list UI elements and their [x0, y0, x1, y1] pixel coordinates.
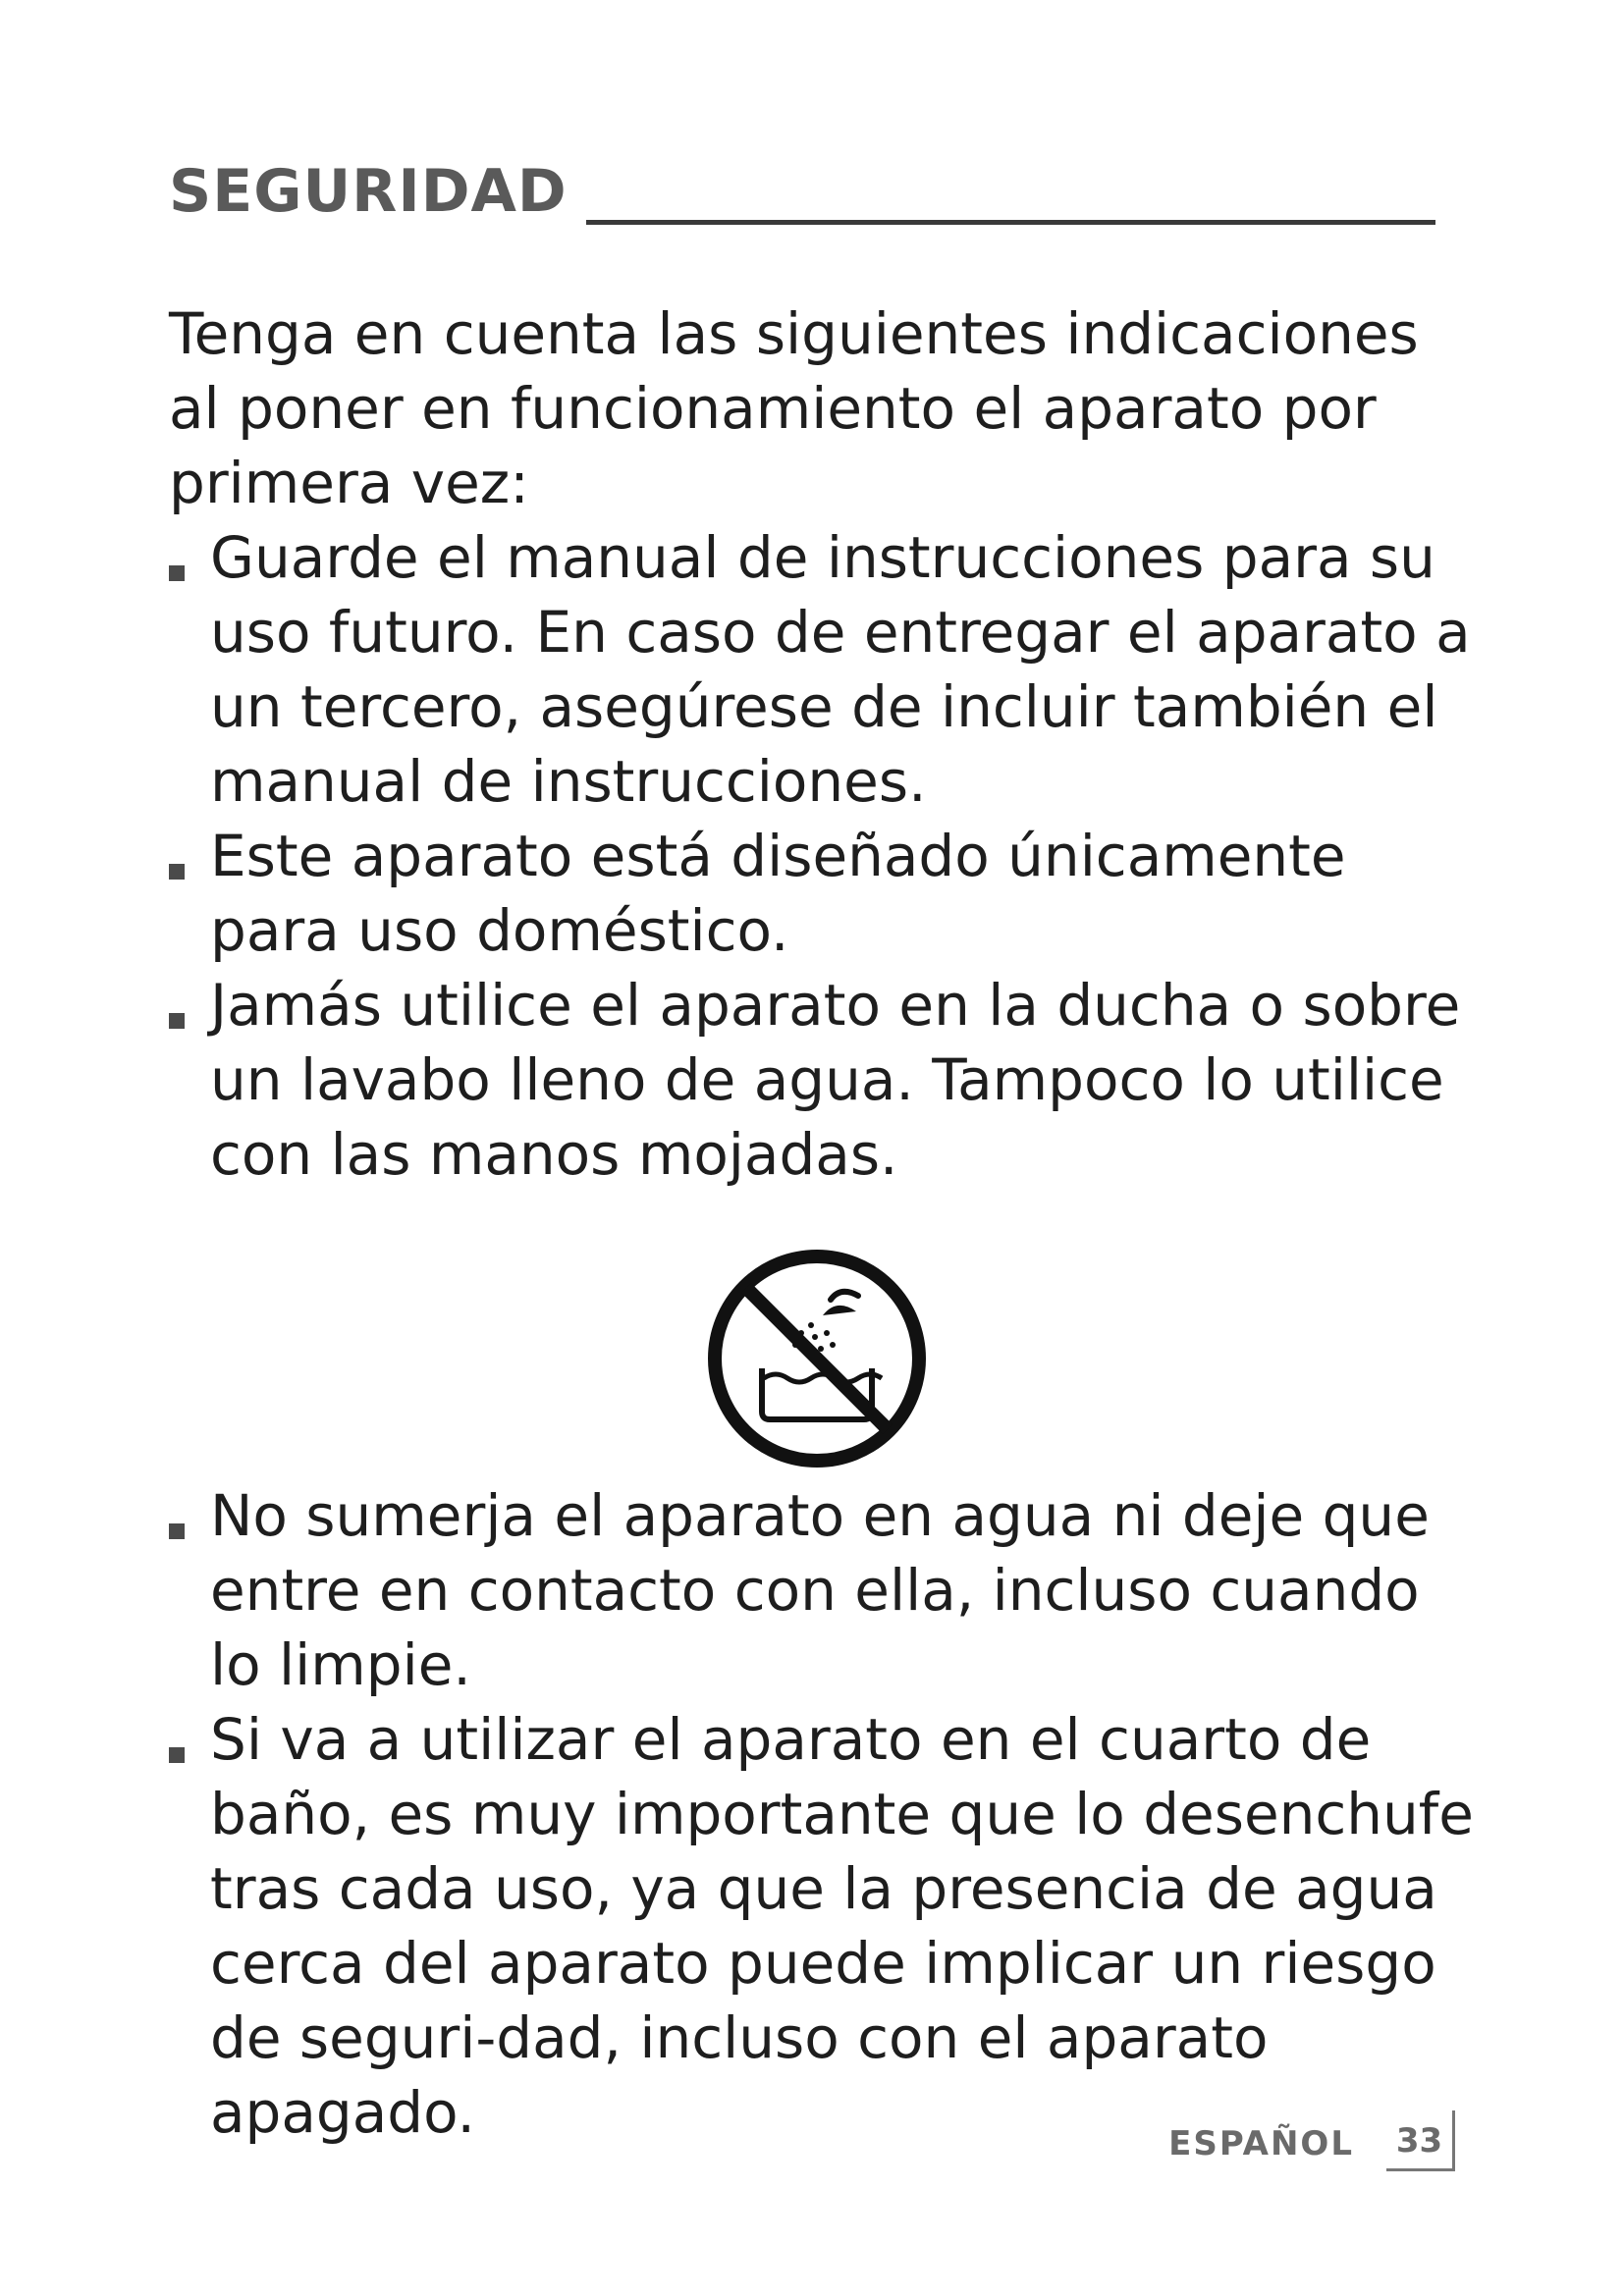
list-item-text: Guarde el manual de instrucciones para su uso futuro. En caso de entregar el aparato a un tercero, asegúrese de incluir también el manual de instrucciones. [210, 524, 1471, 815]
square-bullet-icon [169, 1013, 185, 1029]
list-item [169, 1478, 1485, 1702]
safety-list-bottom [169, 1478, 1485, 2150]
page-number: 33 [1386, 2110, 1455, 2171]
footer-language-label: ESPAÑOL [1168, 2124, 1354, 2163]
list-item-text: No sumerja el aparato en agua ni deje que entre en contacto con ella, incluso cuando lo limpie. [210, 1482, 1430, 1698]
no-water-bath-prohibition-icon [705, 1247, 929, 1470]
square-bullet-icon [169, 1747, 185, 1763]
square-bullet-icon [169, 1523, 185, 1539]
list-item [169, 819, 1485, 968]
list-item [169, 520, 1485, 819]
safety-list-top [169, 520, 1485, 1192]
section-heading [169, 147, 1435, 236]
square-bullet-icon [169, 565, 185, 581]
square-bullet-icon [169, 864, 185, 880]
list-item-text: Este aparato está diseñado únicamente para uso doméstico. [210, 823, 1346, 964]
list-item [169, 1702, 1485, 2150]
intro-paragraph: Tenga en cuenta las siguientes indicaciones al poner en funcionamiento el aparato por primera vez: [169, 300, 1419, 516]
section-title: SEGURIDAD [169, 157, 568, 226]
list-item-text: Jamás utilice el aparato en la ducha o sobre un lavabo lleno de agua. Tampoco lo utilice con las manos mojadas. [210, 972, 1461, 1188]
list-item [169, 968, 1485, 1192]
title-underline-rule [586, 220, 1435, 225]
list-item-text: Si va a utilizar el aparato en el cuarto de baño, es muy importante que lo desenchufe tras cada uso, ya que la presencia de agua cerca del aparato puede implicar un riesgo de seguri-dad, incluso con el aparato apagado. [210, 1706, 1474, 2146]
